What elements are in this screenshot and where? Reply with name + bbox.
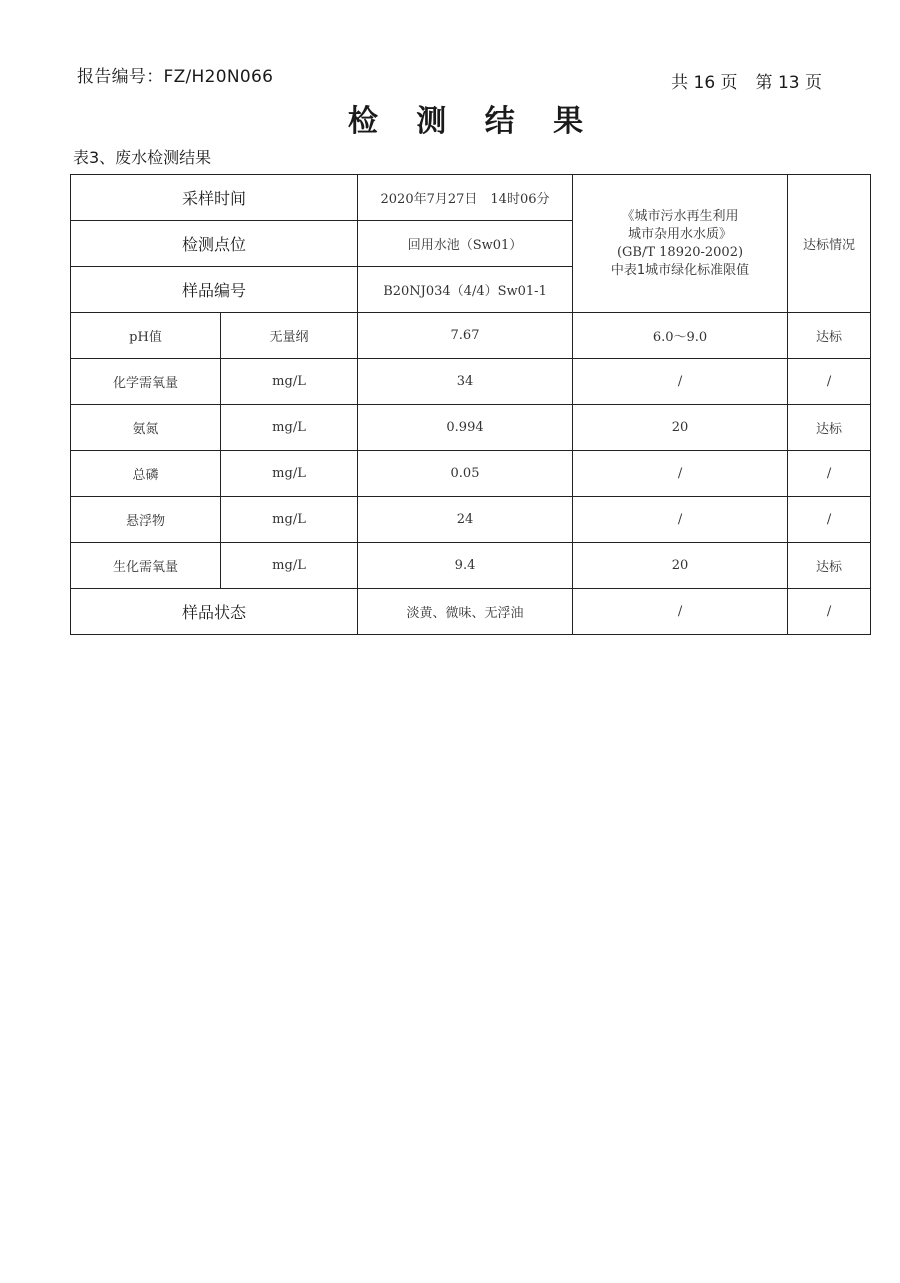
item-unit: 无量纲 bbox=[221, 313, 358, 359]
table-row bbox=[71, 175, 871, 221]
page-info bbox=[671, 68, 822, 93]
sample-no-label: 样品编号 bbox=[71, 267, 358, 313]
item-name: 总磷 bbox=[71, 451, 221, 497]
table-row bbox=[71, 497, 871, 543]
sample-no-value: B20NJ034（4/4）Sw01-1 bbox=[358, 267, 573, 313]
sample-state-label: 样品状态 bbox=[71, 589, 358, 635]
sample-state-value: 淡黄、微味、无浮油 bbox=[358, 589, 573, 635]
page-title: 检 测 结 果 bbox=[347, 104, 598, 139]
item-name: 生化需氧量 bbox=[71, 543, 221, 589]
item-unit: mg/L bbox=[221, 359, 358, 405]
item-unit: mg/L bbox=[221, 405, 358, 451]
item-value: 9.4 bbox=[358, 543, 573, 589]
table-row bbox=[71, 589, 871, 635]
item-status: / bbox=[788, 359, 871, 405]
standard-line: 中表1城市绿化标准限值 bbox=[610, 262, 750, 278]
item-limit: 6.0～9.0 bbox=[573, 313, 788, 359]
item-value: 24 bbox=[358, 497, 573, 543]
sample-state-limit: / bbox=[573, 589, 788, 635]
item-limit: / bbox=[573, 451, 788, 497]
item-name: pH值 bbox=[71, 313, 221, 359]
item-limit: 20 bbox=[573, 405, 788, 451]
item-limit: / bbox=[573, 359, 788, 405]
standard-line: 《城市污水再生利用 bbox=[621, 208, 739, 224]
item-status: 达标 bbox=[788, 543, 871, 589]
item-value: 7.67 bbox=[358, 313, 573, 359]
table-row bbox=[71, 405, 871, 451]
current-page: 第 13 页 bbox=[755, 73, 822, 93]
sampling-time-value: 2020年7月27日 14时06分 bbox=[358, 175, 573, 221]
test-point-label: 检测点位 bbox=[71, 221, 358, 267]
item-name: 悬浮物 bbox=[71, 497, 221, 543]
item-value: 0.994 bbox=[358, 405, 573, 451]
test-point-value: 回用水池（Sw01） bbox=[358, 221, 573, 267]
item-status: 达标 bbox=[788, 313, 871, 359]
item-name: 氨氮 bbox=[71, 405, 221, 451]
table-row bbox=[71, 359, 871, 405]
item-value: 34 bbox=[358, 359, 573, 405]
results-table bbox=[70, 174, 871, 635]
standard-line: (GB/T 18920-2002) bbox=[616, 244, 744, 260]
item-unit: mg/L bbox=[221, 543, 358, 589]
item-status: / bbox=[788, 451, 871, 497]
compliance-header: 达标情况 bbox=[788, 175, 871, 313]
item-name: 化学需氧量 bbox=[71, 359, 221, 405]
table-row bbox=[71, 543, 871, 589]
standard-line: 城市杂用水水质》 bbox=[628, 226, 733, 242]
item-status: / bbox=[788, 497, 871, 543]
total-pages: 共 16 页 bbox=[671, 73, 738, 93]
item-unit: mg/L bbox=[221, 451, 358, 497]
item-limit: / bbox=[573, 497, 788, 543]
sample-state-status: / bbox=[788, 589, 871, 635]
item-value: 0.05 bbox=[358, 451, 573, 497]
standard-reference bbox=[573, 175, 788, 313]
table-row bbox=[71, 313, 871, 359]
table-row bbox=[71, 451, 871, 497]
item-status: 达标 bbox=[788, 405, 871, 451]
table-caption: 表3、废水检测结果 bbox=[73, 148, 212, 167]
sampling-time-label: 采样时间 bbox=[71, 175, 358, 221]
item-limit: 20 bbox=[573, 543, 788, 589]
item-unit: mg/L bbox=[221, 497, 358, 543]
report-number: 报告编号：FZ/H20N066 bbox=[77, 67, 274, 87]
